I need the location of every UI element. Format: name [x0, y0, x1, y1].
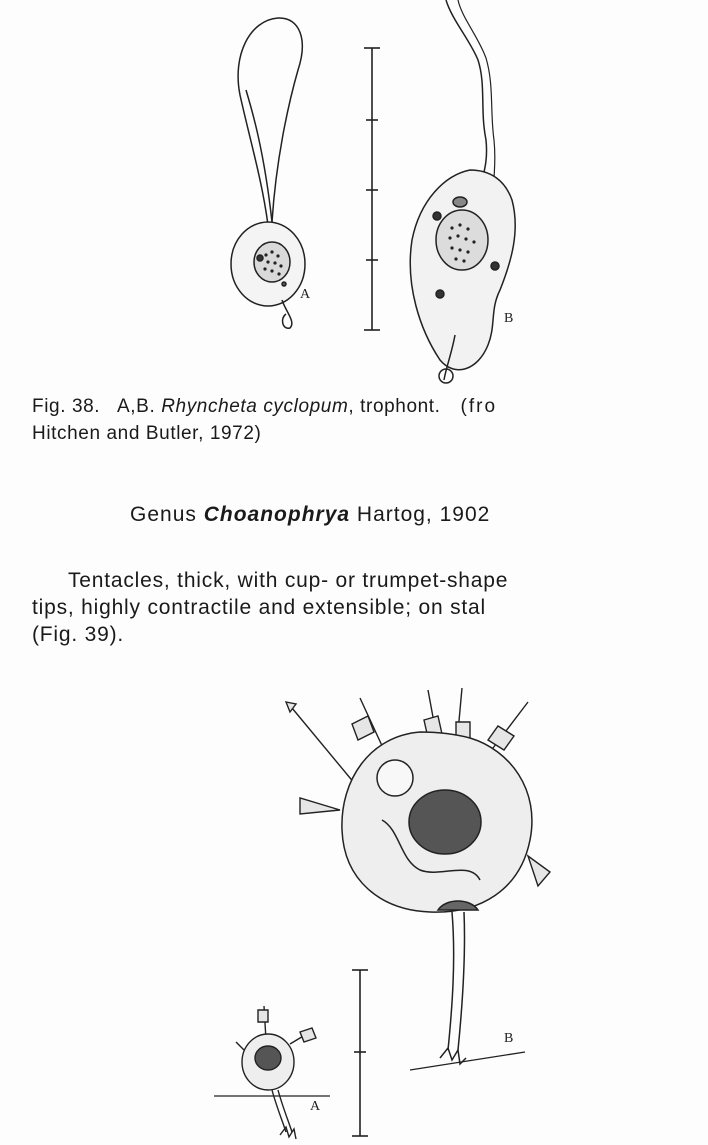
fig38-scale-bar — [364, 48, 380, 330]
description-line-2: tips, highly contractile and extensible; on stal — [32, 596, 486, 619]
genus-prefix: Genus — [130, 503, 197, 526]
figure-38-caption — [32, 393, 708, 447]
fig38-organism-b — [410, 0, 515, 383]
description-line-3: (Fig. 39). — [32, 623, 125, 646]
fig39-organism-b — [342, 732, 532, 1070]
caption-fig-number: Fig. 38. — [32, 396, 101, 417]
caption-line-2: Hitchen and Butler, 1972) — [32, 423, 262, 444]
caption-line-1 — [32, 393, 708, 420]
caption-source-tail: (fro — [460, 396, 498, 417]
genus-heading — [130, 503, 490, 527]
figure-38-illustration — [0, 0, 708, 388]
caption-species: Rhyncheta cyclopum — [161, 396, 349, 417]
genus-author: Hartog, 1902 — [356, 503, 491, 526]
fig38-organism-a — [231, 18, 305, 328]
fig39-label-b: B — [504, 1031, 514, 1046]
genus-description — [32, 567, 708, 648]
genus-name: Choanophrya — [203, 503, 351, 526]
fig38-label-a: A — [300, 287, 311, 302]
caption-rest: , trophont. — [348, 396, 441, 417]
figure-39-illustration — [0, 680, 708, 1145]
fig39-scale-bar — [352, 970, 368, 1136]
fig38-label-b: B — [504, 311, 514, 326]
caption-letters: A,B. — [117, 396, 156, 417]
fig39-organism-a — [214, 1006, 330, 1139]
description-line-1: Tentacles, thick, with cup- or trumpet-shape — [68, 569, 509, 592]
fig39-label-a: A — [310, 1099, 321, 1114]
